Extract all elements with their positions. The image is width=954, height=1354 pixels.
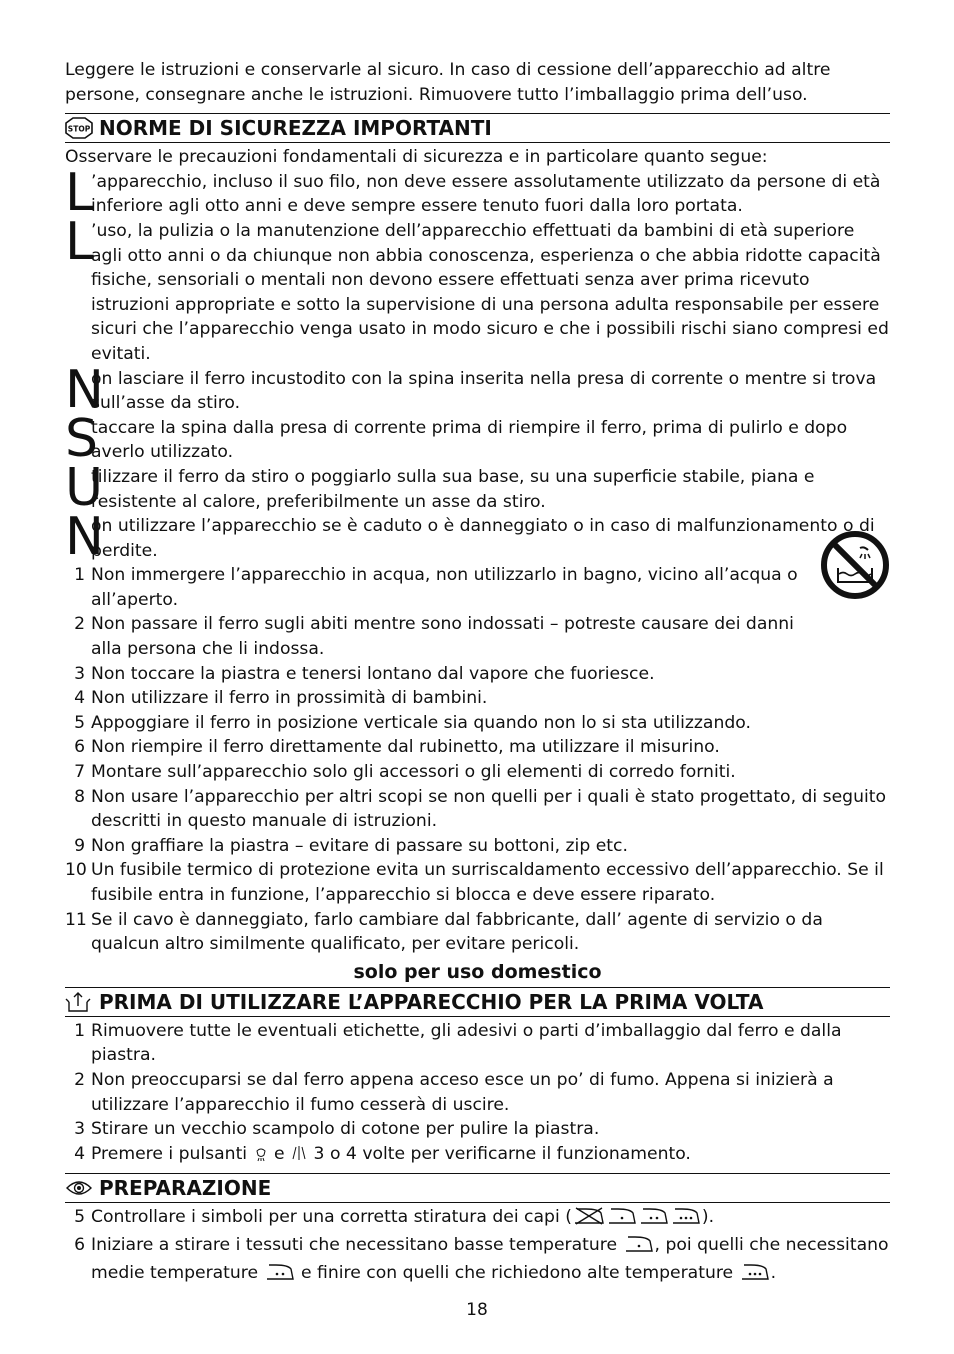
- stop-icon: [65, 117, 99, 139]
- list-item: 3 Stirare un vecchio scampolo di cotone per pulire la piastra.: [74, 1119, 600, 1140]
- drop-cap-paragraphs: [65, 162, 890, 568]
- unpack-box-icon: [65, 991, 99, 1013]
- list-item: 4 Premere i pulsanti e 3 o 4 volte per verificarne il funzionamento.: [65, 1142, 890, 1170]
- spray-button-icon: [253, 1145, 269, 1170]
- document-page: [65, 58, 890, 1288]
- drop-text: ’apparecchio, incluso il suo filo, non deve essere assolutamente utilizzato da persone di età inferiore agli otto anni e deve sempre essere tenuto fuori dalla loro portata.: [91, 171, 881, 217]
- domestic-use-note: solo per uso domestico: [353, 960, 602, 983]
- safety-lead: Osservare le precauzioni fondamentali di sicurezza e in particolare quanto segue:: [65, 147, 768, 168]
- drop-paragraph: [65, 408, 890, 469]
- no-iron-icon: [572, 1207, 606, 1233]
- drop-paragraph: [65, 211, 890, 367]
- first-use-heading-text: PRIMA DI UTILIZZARE L’APPARECCHIO PER LA PRIMA VOLTA: [99, 989, 764, 1014]
- list-item: 1 Non immergere l’apparecchio in acqua, non utilizzarlo in bagno, vicino all’acqua o all’aperto.: [74, 565, 798, 610]
- drop-cap: L: [65, 162, 94, 223]
- list-item: 5 Appoggiare il ferro in posizione verticale sia quando non lo si sta utilizzando.: [74, 712, 751, 733]
- no-water-immersion-icon: [820, 530, 890, 608]
- iron-medium-temp-icon: [264, 1263, 296, 1289]
- list-item: 7 Montare sull’apparecchio solo gli accessori o gli elementi di corredo forniti.: [74, 762, 736, 783]
- drop-paragraph: [65, 359, 890, 420]
- item4-mid: e: [274, 1143, 285, 1164]
- list-item: 6 Iniziare a stirare i tessuti che necessitano basse temperature , poi quelli che necessitano medie temperature e finire con quelli che richiedono alte temperature .: [65, 1233, 890, 1288]
- drop-text: ’uso, la pulizia o la manutenzione dell’apparecchio effettuati da bambini di età superiore agli otto anni o da chiunque non abbia conoscenza, esperienza o che abbia ridotte capacità fisiche, sensoriali o mentali non devono essere effettuati senza aver prima ricevuto istruzioni appropriate e sotto la supervisione di una persona adulta responsabile per essere sicuri che l’apparecchio venga usato in modo sicuro e che i possibili rischi siano compresi ed evitati.: [91, 220, 889, 364]
- first-use-heading: [65, 987, 890, 1017]
- safety-list: [65, 563, 890, 957]
- list-item: 6 Non riempire il ferro direttamente dal rubinetto, ma utilizzare il misurino.: [74, 737, 720, 758]
- svg-text:STOP: STOP: [67, 124, 91, 134]
- drop-cap: N: [65, 507, 104, 568]
- list-item: 9 Non graffiare la piastra – evitare di passare su bottoni, zip etc.: [74, 835, 628, 856]
- drop-text: taccare la spina dalla presa di corrente prima di riempire il ferro, prima di pulirlo e dopo averlo utilizzato.: [91, 417, 848, 463]
- iron-high-temp-icon: [739, 1263, 771, 1289]
- eye-icon: [65, 1179, 99, 1197]
- iron-medium-temp-icon: [638, 1207, 670, 1233]
- list-item: 11 Se il cavo è danneggiato, farlo cambiare dal fabbricante, dall’ agente di servizio o da qualcun altro similmente qualificato, per evitare pericoli.: [65, 909, 823, 955]
- iron-high-temp-icon: [670, 1207, 702, 1233]
- iron-low-temp-icon: [606, 1207, 638, 1233]
- list-item: 4 Non utilizzare il ferro in prossimità di bambini.: [74, 688, 488, 709]
- list-item: 5 Controllare i simboli per una corretta stiratura dei capi ( ).: [65, 1205, 890, 1233]
- drop-text: on lasciare il ferro incustodito con la spina inserita nella presa di corrente o mentre si trova sull’asse da stiro.: [91, 368, 877, 414]
- drop-cap: S: [65, 408, 99, 469]
- drop-cap: L: [65, 211, 94, 272]
- drop-text: on utilizzare l’apparecchio se è caduto o è danneggiato o in caso di malfunzionamento o di perdite.: [91, 516, 875, 561]
- steam-shot-icon: [290, 1144, 308, 1170]
- item4-after: 3 o 4 volte per verificarne il funzionamento.: [313, 1143, 691, 1164]
- drop-text: tilizzare il ferro da stiro o poggiarlo sulla sua base, su una superficie stabile, piana e resistente al calore, preferibilmente un asse da stiro.: [91, 466, 815, 512]
- list-item: 2 Non passare il ferro sugli abiti mentre sono indossati – potreste causare dei danni alla persona che li indossa.: [74, 614, 794, 660]
- drop-paragraph: [65, 507, 890, 568]
- preparation-heading-text: PREPARAZIONE: [99, 1176, 272, 1201]
- first-use-list: [65, 1019, 890, 1170]
- drop-paragraph: [65, 457, 890, 518]
- item4-before: Premere i pulsanti: [91, 1143, 248, 1164]
- preparation-list: [65, 1205, 890, 1288]
- list-item: 2 Non preoccuparsi se dal ferro appena acceso esce un po’ di fumo. Appena si inizierà a utilizzare l’apparecchio il fumo cesserà di uscire.: [74, 1069, 834, 1115]
- intro-paragraph: Leggere le istruzioni e conservarle al sicuro. In caso di cessione dell’apparecchio ad altre persone, consegnare anche le istruzioni. Rimuovere tutto l’imballaggio prima dell’uso.: [65, 60, 831, 105]
- drop-cap: U: [65, 457, 104, 518]
- list-item: 10 Un fusibile termico di protezione evita un surriscaldamento eccessivo dell’apparecchio. Se il fusibile entra in funzione, l’apparecchio si blocca e deve essere riparato.: [65, 860, 884, 905]
- list-item: 8 Non usare l’apparecchio per altri scopi se non quelli per i quali è stato progettato, di seguito descritti in questo manuale di istruzioni.: [74, 786, 887, 832]
- preparation-heading: [65, 1173, 890, 1203]
- drop-paragraph: [65, 162, 890, 223]
- page-number: 18: [466, 1300, 488, 1320]
- list-item: 1 Rimuovere tutte le eventuali etichette, gli adesivi o parti d’imballaggio dal ferro e dalla piastra.: [74, 1020, 842, 1066]
- iron-low-temp-icon: [623, 1235, 655, 1261]
- safety-heading-text: NORME DI SICUREZZA IMPORTANTI: [99, 116, 492, 141]
- drop-cap: N: [65, 359, 104, 420]
- safety-heading: [65, 113, 890, 143]
- list-item: 3 Non toccare la piastra e tenersi lontano dal vapore che fuoriesce.: [74, 663, 655, 684]
